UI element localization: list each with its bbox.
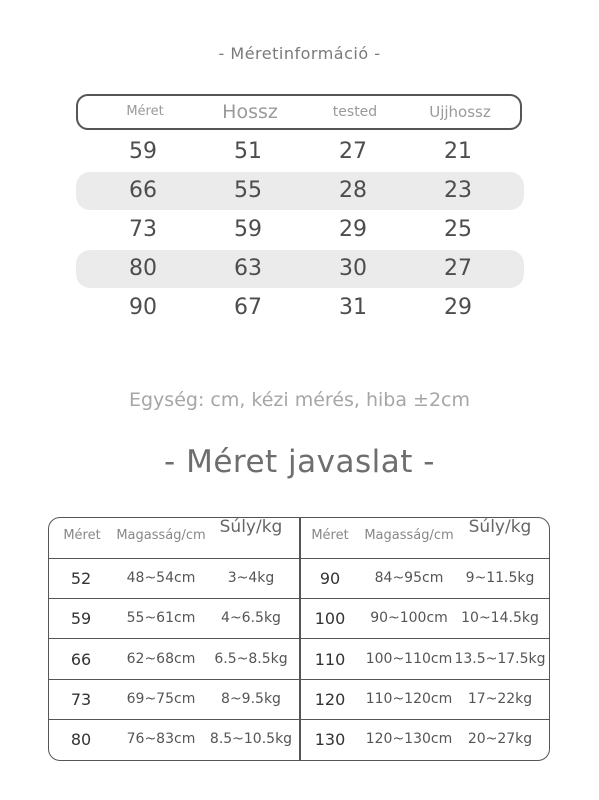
cell-body: 28 (339, 178, 367, 203)
unit-note: Egység: cm, kézi mérés, hiba ±2cm (128, 389, 471, 411)
cell-weight: 20~27kg (467, 731, 533, 747)
column-divider (299, 518, 301, 760)
cell-sleeve: 21 (444, 139, 472, 164)
cell-length: 55 (234, 178, 262, 203)
cell-length: 63 (234, 256, 262, 281)
recommendation-title: - Méret javaslat - (164, 444, 435, 480)
cell-size: 59 (70, 609, 92, 628)
header-weight-right: Súly/kg (468, 517, 532, 537)
row-divider (49, 638, 549, 639)
cell-weight: 17~22kg (467, 691, 533, 707)
cell-height: 62~68cm (126, 651, 196, 667)
cell-weight: 8.5~10.5kg (209, 731, 293, 747)
cell-size: 66 (70, 650, 92, 669)
header-size: Méret (126, 104, 164, 119)
header-body: tested (332, 104, 378, 120)
cell-size: 73 (70, 690, 92, 709)
row-divider (49, 719, 549, 720)
cell-length: 51 (234, 139, 262, 164)
cell-size: 80 (70, 730, 92, 749)
row-divider (49, 679, 549, 680)
cell-height: 90~100cm (370, 610, 448, 626)
cell-size: 59 (129, 139, 157, 164)
table-row (76, 250, 524, 288)
cell-size: 90 (319, 569, 341, 588)
cell-height: 48~54cm (126, 570, 196, 586)
header-length: Hossz (222, 101, 278, 123)
cell-size: 90 (129, 295, 157, 320)
cell-length: 67 (234, 295, 262, 320)
cell-weight: 9~11.5kg (465, 570, 535, 586)
cell-height: 84~95cm (374, 570, 444, 586)
cell-length: 59 (234, 217, 262, 242)
cell-sleeve: 23 (444, 178, 472, 203)
cell-height: 110~120cm (365, 691, 453, 707)
cell-weight: 8~9.5kg (221, 691, 281, 707)
cell-size: 100 (314, 609, 346, 628)
cell-height: 100~110cm (365, 651, 453, 667)
cell-weight: 13.5~17.5kg (454, 651, 546, 667)
size-info-header (76, 94, 522, 130)
header-size-left: Méret (63, 528, 101, 543)
cell-body: 31 (339, 295, 367, 320)
cell-size: 130 (314, 730, 346, 749)
cell-weight: 4~6.5kg (221, 610, 281, 626)
cell-body: 27 (339, 139, 367, 164)
row-divider (49, 598, 549, 599)
cell-body: 29 (339, 217, 367, 242)
cell-size: 80 (129, 256, 157, 281)
cell-sleeve: 25 (444, 217, 472, 242)
cell-size: 66 (129, 178, 157, 203)
cell-sleeve: 27 (444, 256, 472, 281)
cell-weight: 6.5~8.5kg (214, 651, 288, 667)
cell-height: 55~61cm (126, 610, 196, 626)
cell-size: 52 (70, 569, 92, 588)
row-divider (49, 558, 549, 559)
header-height-right: Magasság/cm (364, 528, 454, 543)
recommendation-table (48, 517, 550, 761)
cell-height: 69~75cm (126, 691, 196, 707)
table-row (76, 211, 524, 249)
cell-weight: 10~14.5kg (461, 610, 539, 626)
cell-height: 120~130cm (365, 731, 453, 747)
header-height-left: Magasság/cm (116, 528, 206, 543)
cell-size: 110 (314, 650, 346, 669)
cell-height: 76~83cm (126, 731, 196, 747)
cell-weight: 3~4kg (227, 570, 275, 586)
table-row (76, 172, 524, 210)
cell-body: 30 (339, 256, 367, 281)
size-info-title: - Méretinformáció - (218, 44, 381, 63)
cell-sleeve: 29 (444, 295, 472, 320)
table-row (76, 289, 524, 327)
header-size-right: Méret (311, 528, 349, 543)
table-row (76, 133, 524, 171)
cell-size: 73 (129, 217, 157, 242)
header-weight-left: Súly/kg (219, 517, 283, 537)
header-sleeve: Ujjhossz (429, 103, 491, 121)
cell-size: 120 (314, 690, 346, 709)
